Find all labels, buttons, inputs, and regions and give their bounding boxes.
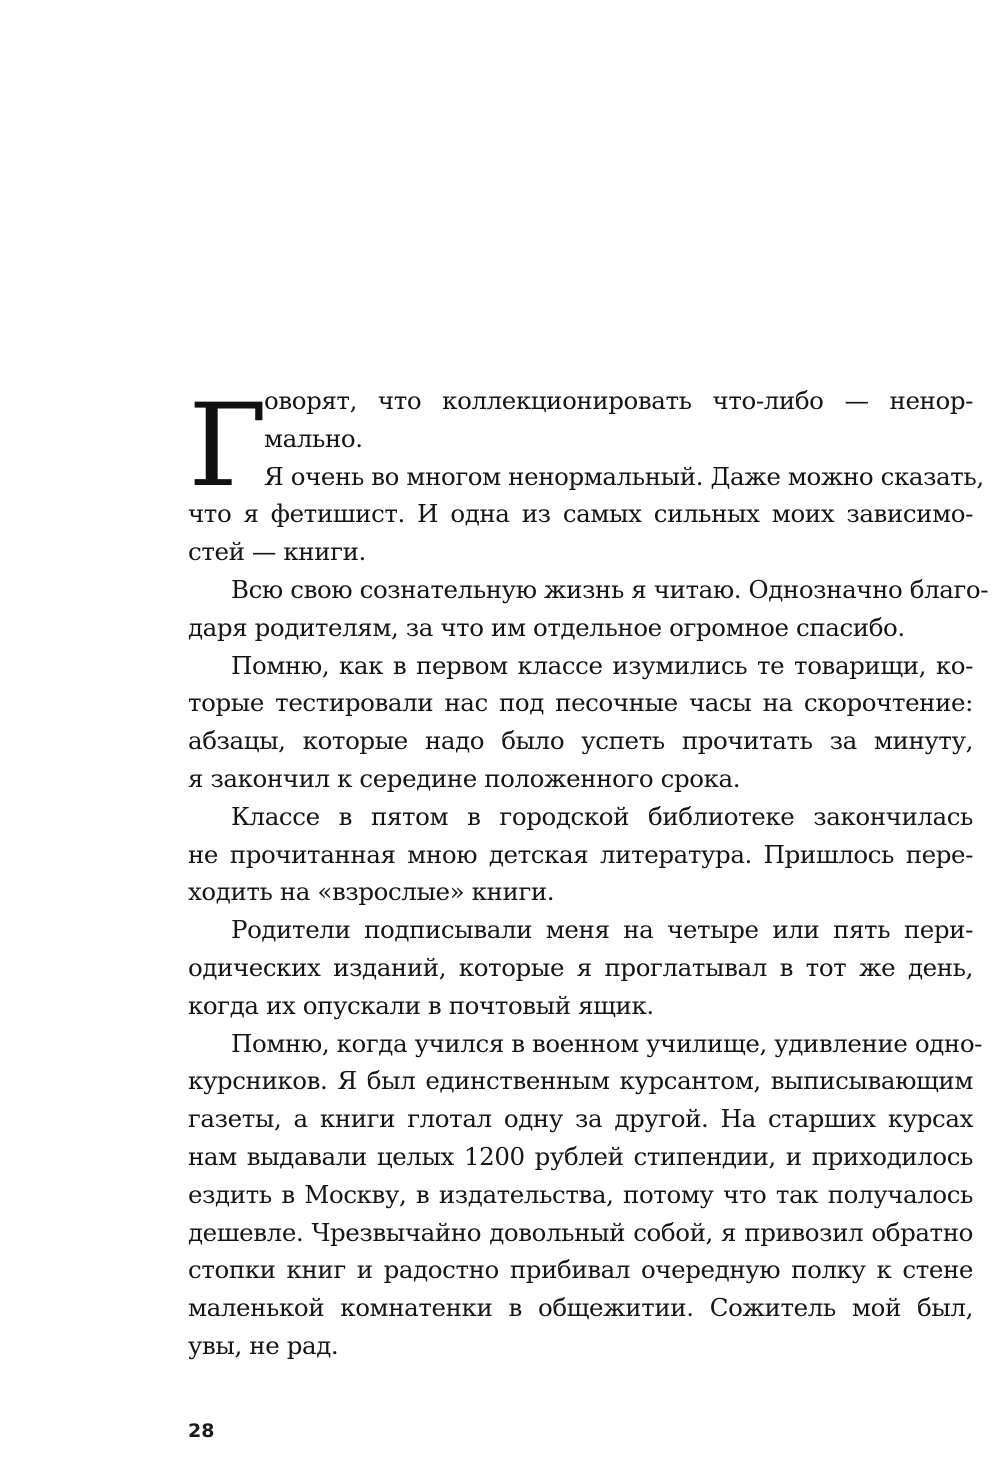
text-line: Помню, как в первом классе изумились те товарищи, ко- — [231, 650, 973, 680]
page-number: 28 — [188, 1420, 215, 1442]
text-line: ходить на «взрослые» книги. — [188, 877, 555, 907]
text-line: ездить в Москву, в издательства, потому что так получалось — [188, 1179, 973, 1209]
text-line: когда их опускали в почтовый ящик. — [188, 990, 654, 1020]
text-line: дешевле. Чрезвычайно довольный собой, я привозил обратно — [188, 1217, 973, 1247]
text-line: газеты, а книги глотал одну за другой. На старших курсах — [188, 1104, 973, 1134]
text-line: я закончил к середине положенного срока. — [188, 763, 741, 793]
text-line: Помню, когда учился в военном училище, удивление одно- — [231, 1028, 983, 1058]
text-line: Всю свою сознательную жизнь я читаю. Однозначно благо- — [231, 574, 989, 604]
body-text — [188, 380, 989, 1365]
text-line: не прочитанная мною детская литература. Пришлось пере- — [188, 839, 973, 869]
text-line: курсников. Я был единственным курсантом, выписывающим — [188, 1066, 973, 1096]
text-line: оворят, что коллекционировать что-либо — ненор- — [264, 386, 973, 415]
text-line: стопки книг и радостно прибивал очередную полку к стене — [188, 1255, 973, 1285]
text-line: стей — книги. — [188, 537, 366, 567]
text-line: нам выдавали целых 1200 рублей стипендии, и приходилось — [188, 1141, 973, 1171]
text-line: Классе в пятом в городской библиотеке закончилась — [231, 801, 973, 831]
text-line: одических изданий, которые я проглатывал в тот же день, — [188, 952, 973, 982]
text-line: даря родителям, за что им отдельное огромное спасибо. — [188, 612, 905, 642]
text-line: торые тестировали нас под песочные часы на скорочтение: — [188, 688, 973, 718]
text-line: Я очень во многом ненормальный. Даже можно сказать, — [264, 461, 984, 491]
text-line: мально. — [264, 423, 363, 453]
text-line: маленькой комнатенки в общежитии. Сожитель мой был, — [188, 1293, 973, 1323]
drop-cap: Г — [188, 380, 268, 513]
text-line: Родители подписывали меня на четыре или пять пери- — [231, 915, 973, 945]
text-line: абзацы, которые надо было успеть прочитать за минуту, — [188, 726, 973, 756]
text-line: что я фетишист. И одна из самых сильных моих зависимо- — [188, 499, 973, 529]
text-line: увы, не рад. — [188, 1330, 339, 1360]
